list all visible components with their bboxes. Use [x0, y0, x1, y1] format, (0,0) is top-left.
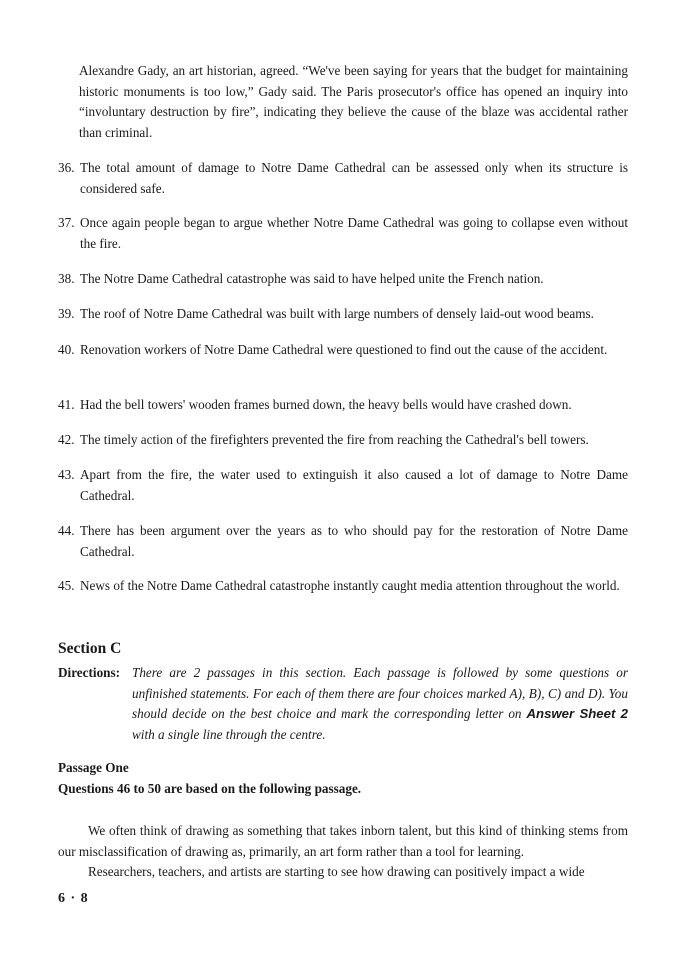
statement-43	[58, 465, 628, 506]
statement-text: The Notre Dame Cathedral catastrophe was said to have helped unite the French nation.	[80, 271, 544, 286]
answer-sheet-label: Answer Sheet 2	[526, 706, 629, 721]
section-c-title: Section C	[58, 640, 122, 657]
statement-text: News of the Notre Dame Cathedral catastrophe instantly caught media attention throughout the world.	[80, 578, 620, 593]
statement-number: 45.	[58, 578, 75, 593]
statement-number: 44.	[58, 523, 75, 538]
statement-number: 42.	[58, 432, 75, 447]
directions-tail: with a single line through the centre.	[132, 726, 326, 742]
statement-45	[58, 576, 628, 597]
statement-42	[58, 430, 628, 451]
statement-text: The total amount of damage to Notre Dame Cathedral can be assessed only when its structure is considered safe.	[80, 160, 628, 196]
passage-paragraph: Researchers, teachers, and artists are starting to see how drawing can positively impact a wide	[88, 864, 585, 879]
directions-body: There are 2 passages in this section. Each passage is followed by some questions or unfinished statements. For each of them there are four choices marked A), B), C) and D). You should decide on the best choice and mark the corresponding letter on	[132, 665, 628, 721]
statement-37	[58, 213, 628, 254]
statement-text: There has been argument over the years as to who should pay for the restoration of Notre Dame Cathedral.	[80, 523, 628, 559]
passage-label: Passage One	[58, 760, 129, 775]
questions-label: Questions 46 to 50 are based on the following passage.	[58, 781, 362, 796]
statement-text: Once again people began to argue whether Notre Dame Cathedral was going to collapse even without the fire.	[80, 215, 628, 251]
statement-number: 43.	[58, 467, 75, 482]
statement-text: Renovation workers of Notre Dame Cathedral were questioned to find out the cause of the accident.	[80, 342, 608, 357]
directions-block	[58, 663, 628, 745]
statement-number: 39.	[58, 306, 75, 321]
directions-text	[132, 663, 628, 745]
statement-41	[58, 395, 628, 416]
statement-number: 36.	[58, 160, 75, 175]
statement-text: The roof of Notre Dame Cathedral was built with large numbers of densely laid-out wood beams.	[80, 306, 594, 321]
statement-number: 37.	[58, 215, 75, 230]
statement-40	[58, 340, 628, 361]
statement-text: Apart from the fire, the water used to extinguish it also caused a lot of damage to Notre Dame Cathedral.	[80, 467, 628, 503]
statement-number: 41.	[58, 397, 75, 412]
intro-paragraph: Alexandre Gady, an art historian, agreed. “We've been saying for years that the budget for maintaining historic monuments is too low,” Gady said. The Paris prosecutor's office has opened an inquiry into “involuntary destruction by fire”, indicating they believe the cause of the blaze was accidental rather than criminal.	[79, 63, 628, 140]
statement-36	[58, 158, 628, 199]
statement-38	[58, 269, 628, 290]
statement-number: 40.	[58, 342, 75, 357]
statement-text: Had the bell towers' wooden frames burned down, the heavy bells would have crashed down.	[80, 397, 572, 412]
statement-text: The timely action of the firefighters prevented the fire from reaching the Cathedral's bell towers.	[80, 432, 589, 447]
page-number: 6 · 8	[58, 891, 89, 906]
passage-paragraph: We often think of drawing as something that takes inborn talent, but this kind of thinking stems from our misclassification of drawing as, primarily, an art form rather than a tool for learning.	[58, 823, 628, 859]
statement-39	[58, 304, 628, 325]
statement-number: 38.	[58, 271, 75, 286]
directions-label: Directions:	[58, 665, 121, 680]
statement-44	[58, 521, 628, 562]
